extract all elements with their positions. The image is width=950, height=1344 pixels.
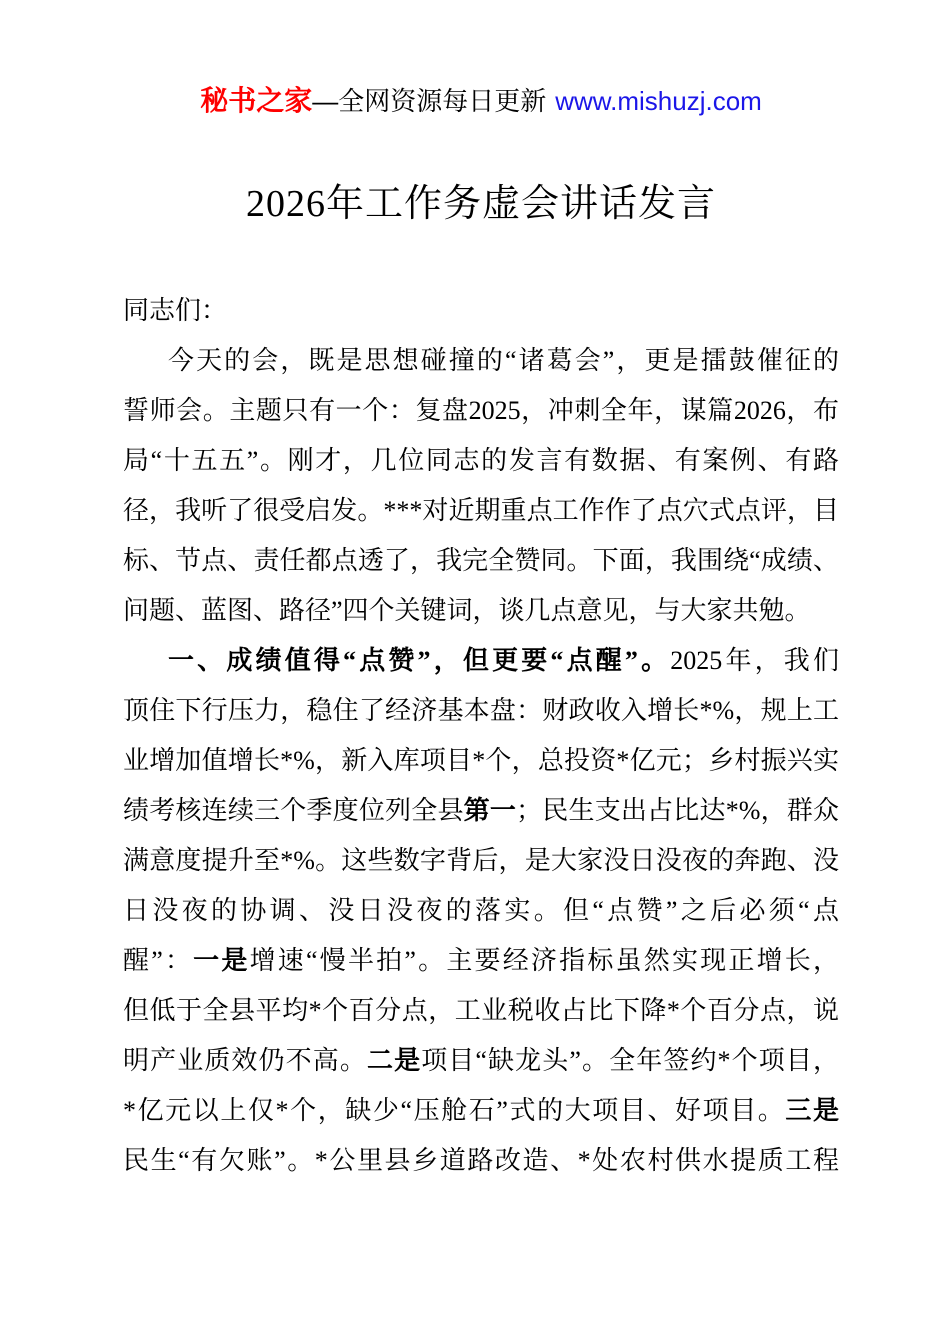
text-run: 日没夜的协调、没日没夜的落实。但“点赞”之后必须“点 (123, 896, 839, 925)
bold-text-run: 第一 (463, 796, 517, 825)
text-run: 醒”： (123, 946, 194, 975)
text-run: 今天的会，既是思想碰撞的“诸葛会”，更是擂鼓催征的 (168, 346, 839, 375)
text-line (123, 336, 839, 386)
text-line (123, 386, 839, 436)
text-line (123, 786, 839, 836)
site-header (123, 84, 839, 118)
text-run: 顶住下行压力，稳住了经济基本盘：财政收入增长*%，规上工 (123, 696, 839, 725)
bold-text-run: 三是 (785, 1096, 839, 1125)
text-run: 局“十五五”。刚才，几位同志的发言有数据、有案例、有路 (123, 446, 839, 475)
text-line (123, 536, 839, 586)
document-body (123, 286, 839, 1186)
bold-text-run: 二是 (366, 1046, 422, 1075)
text-line (123, 886, 839, 936)
text-run: 誓师会。主题只有一个：复盘2025，冲刺全年，谋篇2026，布 (123, 396, 839, 425)
text-run: 同志们： (123, 296, 228, 325)
text-run: 2025年，我们 (670, 646, 839, 675)
bold-text-run: 一是 (193, 946, 250, 975)
text-run: 问题、蓝图、路径”四个关键词，谈几点意见，与大家共勉。 (123, 596, 811, 625)
text-run: 标、节点、责任都点透了，我完全赞同。下面，我围绕“成绩、 (123, 546, 839, 575)
text-line (123, 1036, 839, 1086)
text-line (123, 736, 839, 786)
text-run: 明产业质效仍不高。 (123, 1046, 367, 1075)
text-run: 业增加值增长*%，新入库项目*个，总投资*亿元；乡村振兴实 (123, 746, 839, 775)
page-title: 2026年工作务虚会讲话发言 (245, 183, 716, 225)
text-line (123, 436, 839, 486)
text-line (123, 936, 839, 986)
text-run: 但低于全县平均*个百分点，工业税收占比下降*个百分点，说 (123, 996, 839, 1025)
text-line (123, 486, 839, 536)
text-line (123, 986, 839, 1036)
text-run: ；民生支出占比达*%，群众 (516, 796, 839, 825)
text-run: 满意度提升至*%。这些数字背后，是大家没日没夜的奔跑、没 (123, 846, 839, 875)
text-line (123, 286, 839, 336)
text-run: 绩考核连续三个季度位列全县 (123, 796, 464, 825)
bold-text-run: 一、成绩值得“点赞”，但更要“点醒”。 (168, 646, 671, 675)
text-run: 民生“有欠账”。*公里县乡道路改造、*处农村供水提质工程 (123, 1146, 839, 1175)
text-run: *亿元以上仅*个，缺少“压舱石”式的大项目、好项目。 (123, 1096, 786, 1125)
text-line (123, 686, 839, 736)
site-tagline: —全网资源每日更新 (312, 86, 547, 116)
site-brand: 秘书之家 (200, 85, 313, 116)
text-run: 项目“缺龙头”。全年签约*个项目， (421, 1046, 839, 1075)
text-line (123, 836, 839, 886)
text-line (123, 586, 839, 636)
text-line (123, 1086, 839, 1136)
text-run: 增速“慢半拍”。主要经济指标虽然实现正增长， (249, 946, 839, 975)
text-line (123, 636, 839, 686)
site-url-link[interactable]: www.mishuzj.com (555, 86, 762, 116)
text-line (123, 1136, 839, 1186)
text-run: 径，我听了很受启发。***对近期重点工作作了点穴式点评，目 (123, 496, 839, 525)
